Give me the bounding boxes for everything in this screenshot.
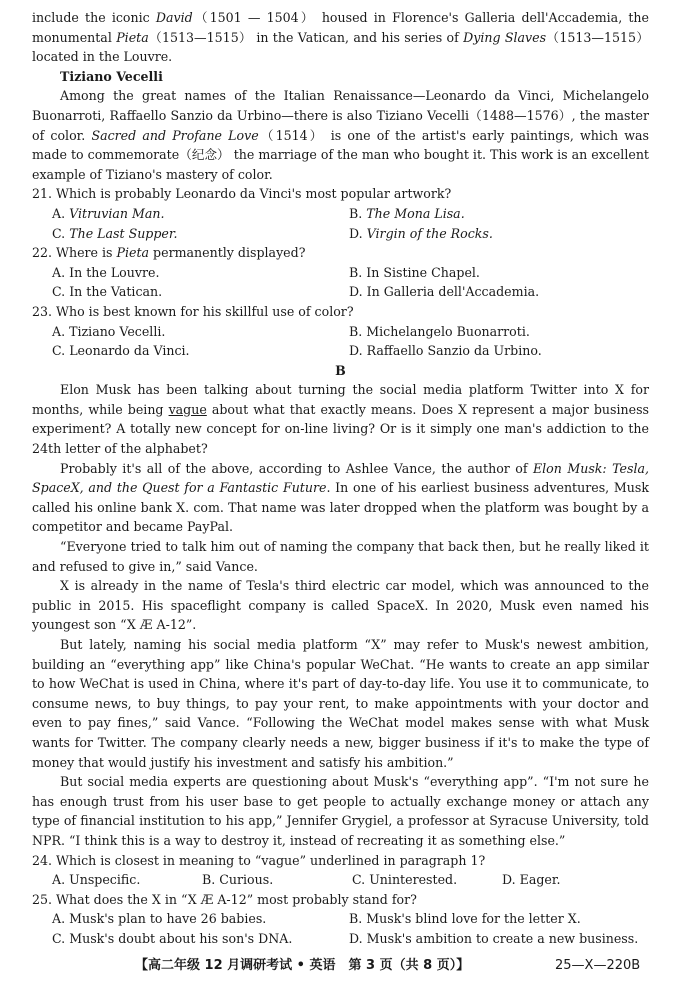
passage-b-paragraph-5: But lately, naming his social media platform “X” may refer to Musk's newest ambition, building an “everything app” like China's popular WeChat. “He wants to create an app similar to how WeChat is used in China, where it's part of day-to-day life. You use it to communicate, to consume news, to buy things, to pay your rent, to make appointments with your doctor and even to pay fines,” said Vance. “Following the WeChat model makes sense with what Musk wants for Twitter. The company clearly needs a new, bigger business if it's to make the type of money that would justify his investment and satisfy his ambition.” [32,637,649,770]
passage-b-paragraph-4: X is already in the name of Tesla's third electric car model, which was announced to the public in 2015. His spaceflight company is called SpaceX. In 2020, Musk even named his youngest son “X Æ A-12”. [32,578,649,633]
option-c[interactable]: C. In the Vatican. [52,284,163,300]
option-b[interactable]: B. Curious. [202,872,274,888]
question-23-options-row-1 [32,322,649,342]
option-b[interactable]: B. Musk's blind love for the letter X. [349,911,581,927]
passage-b-paragraph-3: “Everyone tried to talk him out of naming the company that back then, but he really liked it and refused to give in,” said Vance. [32,539,649,574]
question-24-options-row [32,870,649,890]
question-25-options-row-1 [32,909,649,929]
option-d[interactable]: D. Eager. [502,872,561,888]
question-21-stem: 21. Which is probably Leonardo da Vinci's most popular artwork? [32,186,452,202]
passage-b-paragraph-2: Probably it's all of the above, according to Ashlee Vance, the author of Elon Musk: Tesla, SpaceX, and the Quest for a Fantastic Future. In one of his earliest business adventures, Musk called his online bank X. com. That name was later dropped when the platform was bought by a competitor and became PayPal. [32,460,650,535]
option-c[interactable]: C. Uninterested. [352,872,458,888]
question-21-options-row-1 [32,204,649,224]
question-24-stem: 24. Which is closest in meaning to “vague” underlined in paragraph 1? [32,852,486,868]
option-a[interactable]: A. In the Louvre. [52,264,160,280]
option-a[interactable]: A. Unspecific. [52,872,141,888]
passage-b-paragraph-6: But social media experts are questioning about Musk's “everything app”. “I'm not sure he has enough trust from his user base to get people to actually exchange money or attach any type of financial institution to his app,” Jennifer Grygiel, a professor at Syracuse University, told NPR. “I think this is a way to destroy it, instead of recreating it as something else.” [32,774,649,848]
section-b-label: B [335,362,346,378]
option-d[interactable]: D. Virgin of the Rocks. [349,225,493,241]
footer-exam-info: 【高二年级 12 月调研考试 • 英语 第 3 页（共 8 页）】 [135,958,470,973]
option-b[interactable]: B. The Mona Lisa. [349,205,465,221]
question-21-options-row-2 [32,224,649,244]
option-a[interactable]: A. Vitruvian Man. [52,205,165,221]
question-22-options-row-1 [32,263,649,283]
exam-page [32,8,649,949]
passage-a-paragraph-2: Among the great names of the Italian Renaissance—Leonardo da Vinci, Michelangelo Buonarroti, Raffaello Sanzio da Urbino—there is also Tiziano Vecelli（1488—1576）, the master of color. Sacred and Profane Love（1514） is one of the artist's early paintings, which was made to commemorate（纪念） the marriage of the man who bought it. This work is an excellent example of Tiziano's mastery of color. [32,88,649,182]
option-b[interactable]: B. In Sistine Chapel. [349,264,480,280]
option-d[interactable]: D. In Galleria dell'Accademia. [349,284,540,300]
option-d[interactable]: D. Raffaello Sanzio da Urbino. [349,343,542,359]
question-22-options-row-2 [32,282,649,302]
question-25-stem: 25. What does the X in “X Æ A-12” most probably stand for? [32,891,417,907]
option-c[interactable]: C. Musk's doubt about his son's DNA. [52,930,293,946]
passage-a-paragraph-1: include the iconic David（1501 — 1504） housed in Florence's Galleria dell'Accademia, the monumental Pieta（1513—1515） in the Vatican, and his series of Dying Slaves（1513—1515） located in the Louvre. [32,10,649,65]
underlined-word-vague: vague [168,401,207,417]
question-22-stem: 22. Where is Pieta permanently displayed? [32,245,306,261]
option-c[interactable]: C. Leonardo da Vinci. [52,343,190,359]
question-23-options-row-2 [32,341,649,361]
option-c[interactable]: C. The Last Supper. [52,225,178,241]
section-heading: Tiziano Vecelli [60,68,163,84]
option-d[interactable]: D. Musk's ambition to create a new business. [349,930,639,946]
question-23-stem: 23. Who is best known for his skillful use of color? [32,303,354,319]
option-a[interactable]: A. Tiziano Vecelli. [52,323,166,339]
page-footer [0,956,677,976]
option-b[interactable]: B. Michelangelo Buonarroti. [349,323,530,339]
option-a[interactable]: A. Musk's plan to have 26 babies. [52,911,267,927]
footer-code: 25—X—220B [555,958,641,973]
question-25-options-row-2 [32,929,649,949]
passage-b-paragraph-1: Elon Musk has been talking about turning the social media platform Twitter into X for months, while being vague about what that exactly means. Does X represent a major business experiment? A totally new concept for on-line living? Or is it simply one man's addiction to the 24th letter of the alphabet? [32,382,649,457]
